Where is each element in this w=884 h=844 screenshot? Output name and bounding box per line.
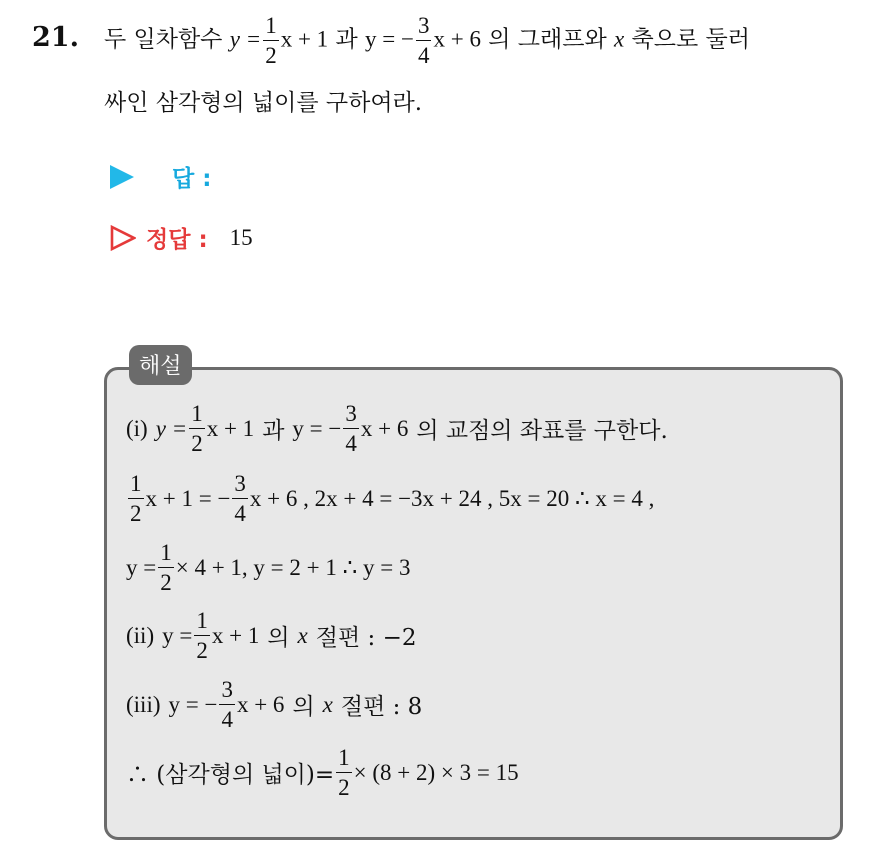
- explanation-text: 절편 : 8: [340, 694, 423, 720]
- fraction: $\frac{3}{4}$: [417, 13, 430, 68]
- question-number: 21.: [32, 22, 79, 53]
- equation-rest: x + 1: [206, 415, 255, 441]
- axis-variable: x: [322, 691, 333, 717]
- equation-lhs: y =: [126, 554, 157, 580]
- equation-2-rest: x + 6: [433, 26, 481, 52]
- axis-variable: x: [614, 26, 625, 52]
- fraction: $\frac{1}{2}$: [160, 540, 172, 595]
- question-text: 의 그래프와: [488, 26, 607, 53]
- explanation-line-6: [126, 746, 519, 799]
- equation-rest: × 4 + 1, y = 2 + 1 ∴ y = 3: [175, 554, 411, 580]
- question-line-1: [104, 14, 750, 67]
- explanation-line-2: [126, 472, 654, 525]
- equation-mid: x + 1 = −: [145, 485, 231, 511]
- equation-lhs: y = −: [292, 415, 342, 441]
- fraction: $\frac{1}{2}$: [265, 13, 277, 68]
- explanation-text: 의 교점의 좌표를 구한다.: [416, 418, 668, 444]
- play-triangle-icon: [110, 165, 134, 189]
- outline-triangle-icon: [110, 225, 136, 251]
- step-label: (iii): [126, 691, 161, 717]
- equation-lhs: y =: [155, 415, 188, 441]
- explanation-line-3: [126, 541, 410, 594]
- fraction: $\frac{3}{4}$: [234, 471, 246, 526]
- explanation-line-5: [126, 678, 422, 731]
- equation-2-lhs: y = −: [365, 26, 414, 52]
- fraction: $\frac{3}{4}$: [345, 401, 357, 456]
- question-line-2: 싸인 삼각형의 넓이를 구하여라.: [104, 90, 423, 116]
- axis-variable: x: [297, 622, 308, 648]
- answer-row: [110, 160, 211, 193]
- equation-rest: × (8 + 2) × 3 = 15: [353, 759, 519, 785]
- equation-rest: x + 6: [360, 415, 409, 441]
- solution-label: 정답 :: [146, 227, 208, 253]
- equation-rest: x + 6: [236, 691, 285, 717]
- explanation-line-4: [126, 609, 416, 662]
- conjunction: 과: [335, 26, 358, 53]
- conjunction: 과: [262, 418, 285, 444]
- fraction: $\frac{1}{2}$: [191, 401, 203, 456]
- equation-rest: x + 6 , 2x + 4 = −3x + 24 , 5x = 20 ∴ x = 4 ,: [249, 485, 655, 511]
- answer-label: 답 :: [172, 166, 212, 192]
- solution-row: [110, 221, 253, 254]
- fraction: $\frac{1}{2}$: [130, 471, 142, 526]
- fraction: $\frac{1}{2}$: [338, 745, 350, 800]
- explanation-text: 의: [267, 625, 290, 651]
- explanation-text: ∴ (삼각형의 넓이)=: [126, 762, 335, 788]
- explanation-tag: 해설: [129, 345, 192, 385]
- fraction: $\frac{1}{2}$: [196, 608, 208, 663]
- question-text: 축으로 둘러: [631, 26, 750, 53]
- solution-value: 15: [229, 224, 253, 250]
- equation-rest: x + 1: [211, 622, 260, 648]
- explanation-text: 절편 : −2: [315, 625, 417, 651]
- equation-1-rest: x + 1: [280, 26, 329, 52]
- fraction: $\frac{3}{4}$: [221, 677, 233, 732]
- equation-1-lhs: y =: [229, 26, 262, 52]
- step-label: (i): [126, 415, 148, 441]
- explanation-text: 의: [292, 694, 315, 720]
- step-label: (ii): [126, 622, 155, 648]
- equation-lhs: y =: [162, 622, 193, 648]
- explanation-line-1: [126, 402, 668, 455]
- question-text: 두 일차함수: [104, 26, 223, 53]
- equation-lhs: y = −: [168, 691, 218, 717]
